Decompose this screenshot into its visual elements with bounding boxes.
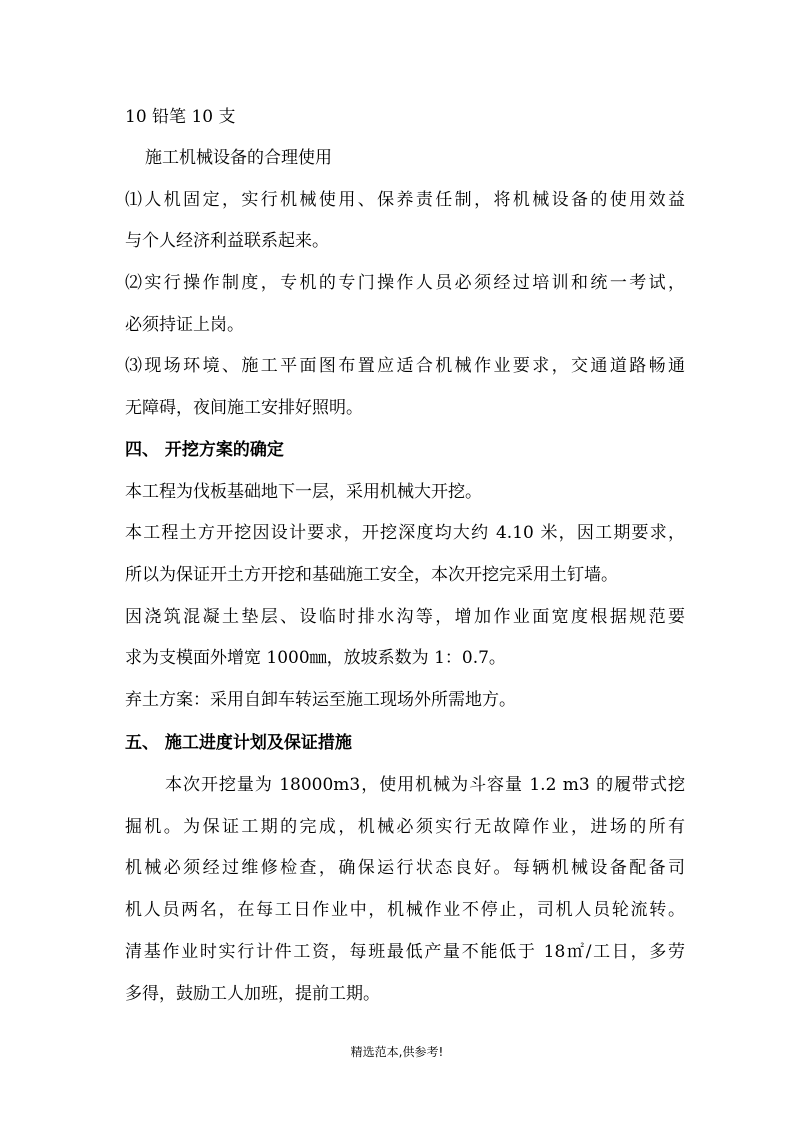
paragraph-line: 机人员两名，在每工日作业中，机械作业不停止，司机人员轮流转。 — [125, 900, 685, 920]
page-footer: 精选范本,供参考! — [350, 1045, 444, 1059]
paragraph-line: 因浇筑混凝土垫层、设临时排水沟等，增加作业面宽度根据规范要 — [125, 607, 685, 627]
paragraph-line: 无障碍，夜间施工安排好照明。 — [125, 398, 363, 418]
paragraph-line: ⑵实行操作制度，专机的专门操作人员必须经过培训和统一考试， — [125, 273, 685, 293]
paragraph-line: 求为支模面外增宽 1000㎜，放坡系数为 1：0.7。 — [125, 648, 506, 668]
paragraph-line: 多得，鼓励工人加班，提前工期。 — [125, 984, 380, 1004]
paragraph-line: 机械必须经过维修检查，确保运行状态良好。每辆机械设备配备司 — [125, 858, 685, 878]
section-heading-5: 五、 施工进度计划及保证措施 — [125, 733, 352, 753]
section-heading-4: 四、 开挖方案的确定 — [125, 440, 284, 460]
paragraph-line: ⑴人机固定，实行机械使用、保养责任制，将机械设备的使用效益 — [125, 190, 685, 210]
paragraph-line: 所以为保证开土方开挖和基础施工安全，本次开挖完采用土钉墙。 — [125, 565, 618, 585]
paragraph-line: 与个人经济利益联系起来。 — [125, 231, 329, 251]
paragraph-line: 掘机。为保证工期的完成，机械必须实行无故障作业，进场的所有 — [125, 817, 685, 837]
paragraph-line: 必须持证上岗。 — [125, 315, 244, 335]
section-subtitle: 施工机械设备的合理使用 — [145, 148, 332, 168]
paragraph-line: 清基作业时实行计件工资，每班最低产量不能低于 18㎡/工日，多劳 — [125, 942, 685, 962]
paragraph-line: 弃土方案：采用自卸车转运至施工现场外所需地方。 — [125, 690, 516, 710]
paragraph-line: 本工程为伐板基础地下一层，采用机械大开挖。 — [125, 482, 482, 502]
paragraph-line: 本次开挖量为 18000m3，使用机械为斗容量 1.2 m3 的履带式挖 — [165, 775, 685, 795]
paragraph-line: ⑶现场环境、施工平面图布置应适合机械作业要求，交通道路畅通 — [125, 356, 685, 376]
paragraph-line: 本工程土方开挖因设计要求，开挖深度均大约 4.10 米，因工期要求， — [125, 523, 685, 543]
supply-item-line: 10 铅笔 10 支 — [125, 107, 236, 127]
